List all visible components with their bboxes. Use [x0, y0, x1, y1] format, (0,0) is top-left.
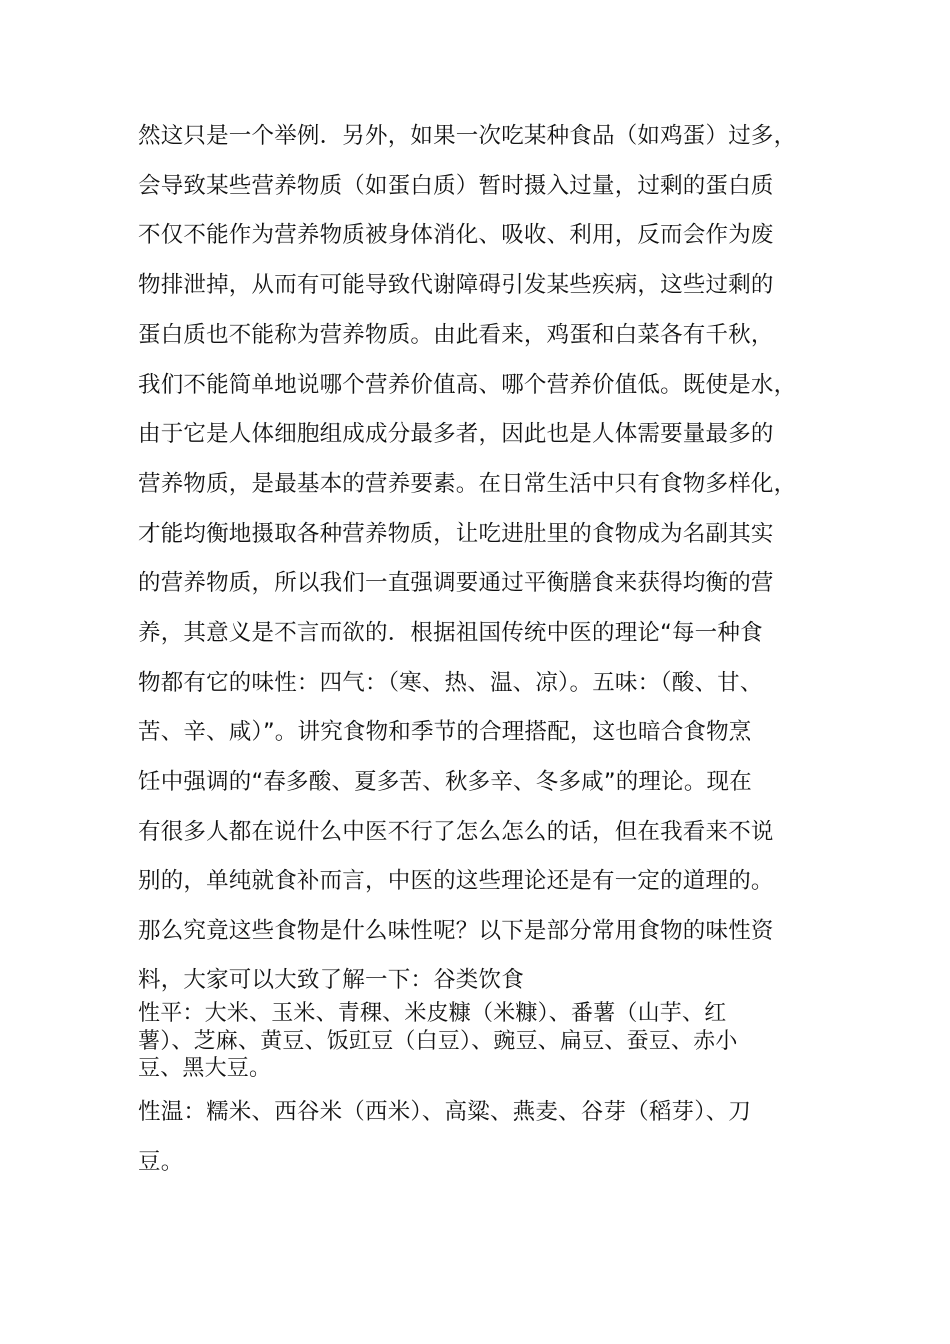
- text-line: 物都有它的味性：四气：（寒、热、温、凉）。五味：（酸、甘、: [138, 670, 763, 696]
- text-line: 蛋白质也不能称为营养物质。由此看来，鸡蛋和白菜各有千秋，: [138, 322, 774, 348]
- text-line: 那么究竟这些食物是什么味性呢？以下是部分常用食物的味性资: [138, 918, 774, 944]
- text-line: 不仅不能作为营养物质被身体消化、吸收、利用，反而会作为废: [138, 222, 774, 248]
- neutral-foods-line: 豆、黑大豆。: [138, 1056, 272, 1081]
- neutral-foods-line: 薯）、芝麻、黄豆、饭豇豆（白豆）、豌豆、扁豆、蚕豆、赤小: [138, 1029, 738, 1054]
- warm-foods-line: 豆。: [138, 1149, 184, 1175]
- text-line: 养，其意义是不言而欲的．根据祖国传统中医的理论“每一种食: [138, 620, 763, 646]
- text-line: 由于它是人体细胞组成成分最多者，因此也是人体需要量最多的: [138, 421, 774, 447]
- text-line: 有很多人都在说什么中医不行了怎么怎么的话，但在我看来不说: [138, 819, 774, 845]
- text-line: 才能均衡地摄取各种营养物质，让吃进肚里的食物成为名副其实: [138, 521, 774, 547]
- text-line: 的营养物质，所以我们一直强调要通过平衡膳食来获得均衡的营: [138, 570, 774, 596]
- warm-foods-line: 性温：糯米、西谷米（西米）、高粱、燕麦、谷芽（稻芽）、刀: [138, 1099, 752, 1125]
- text-line: 营养物质，是最基本的营养要素。在日常生活中只有食物多样化，: [138, 471, 797, 497]
- neutral-foods-line: 性平：大米、玉米、青稞、米皮糠（米糠）、番薯（山芋、红: [138, 1001, 727, 1026]
- text-line: 苦、辛、咸）”。讲究食物和季节的合理搭配，这也暗合食物烹: [138, 719, 752, 745]
- text-line: 料，大家可以大致了解一下：谷类饮食: [138, 967, 524, 993]
- text-line: 然这只是一个举例．另外，如果一次吃某种食品（如鸡蛋）过多，: [138, 123, 797, 149]
- text-line: 我们不能简单地说哪个营养价值高、哪个营养价值低。既使是水，: [138, 372, 797, 398]
- text-line: 物排泄掉，从而有可能导致代谢障碍引发某些疾病，这些过剩的: [138, 272, 774, 298]
- text-line: 别的，单纯就食补而言，中医的这些理论还是有一定的道理的。: [138, 868, 774, 894]
- text-line: 饪中强调的“春多酸、夏多苦、秋多辛、冬多咸”的理论。现在: [138, 769, 752, 795]
- text-line: 会导致某些营养物质（如蛋白质）暂时摄入过量，过剩的蛋白质: [138, 173, 774, 199]
